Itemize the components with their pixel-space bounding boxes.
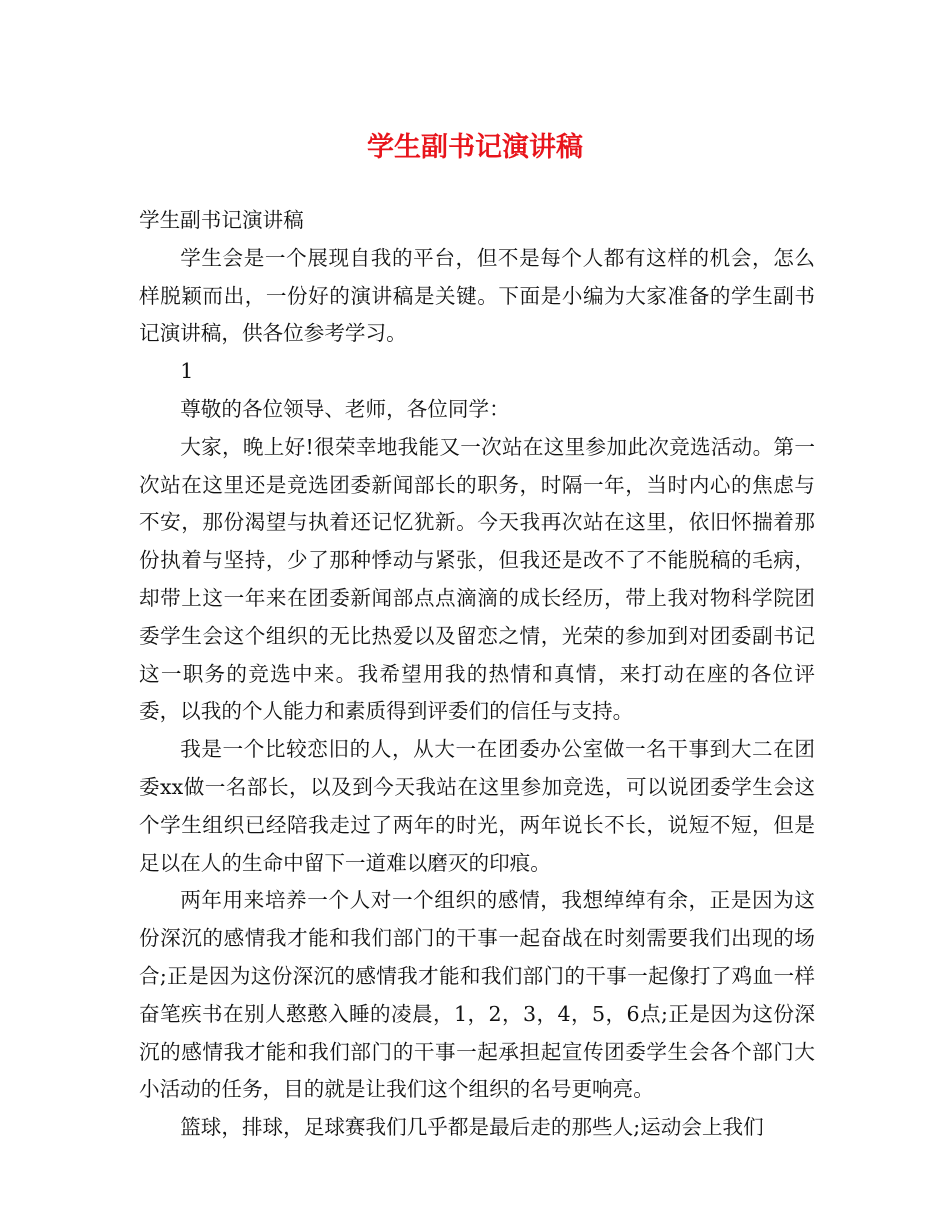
body-paragraph: 大家，晚上好!很荣幸地我能又一次站在这里参加此次竞选活动。第一次站在这里还是竞选团委新闻部长的职务，时隔一年，当时内心的焦虑与不安，那份渴望与执着还记忆犹新。今天我再次站在这里，依旧怀揣着那份执着与坚持，少了那种悸动与紧张，但我还是改不了不能脱稿的毛病，却带上这一年来在团委新闻部点点滴滴的成长经历，带上我对物科学院团委学生会这个组织的无比热爱以及留恋之情，光荣的参加到对团委副书记这一职务的竞选中来。我希望用我的热情和真情，来打动在座的各位评委，以我的个人能力和素质得到评委们的信任与支持。 bbox=[139, 434, 815, 724]
document-title: 学生副书记演讲稿 bbox=[367, 132, 583, 163]
body-paragraph: 两年用来培养一个人对一个组织的感情，我想绰绰有余，正是因为这份深沉的感情我才能和我们部门的干事一起奋战在时刻需要我们出现的场合;正是因为这份深沉的感情我才能和我们部门的干事一起像打了鸡血一样奋笔疾书在别人憨憨入睡的凌晨，1，2，3，4，5，6点;正是因为这份深沉的感情我才能和我们部门的干事一起承担起宣传团委学生会各个部门大小活动的任务，目的就是让我们这个组织的名号更响亮。 bbox=[139, 888, 815, 1102]
document-body bbox=[139, 202, 815, 1147]
body-paragraph: 我是一个比较恋旧的人，从大一在团委办公室做一名干事到大二在团委xx做一名部长，以及到今天我站在这里参加竞选，可以说团委学生会这个学生组织已经陪我走过了两年的时光，两年说长不长，说短不短，但是足以在人的生命中留下一道难以磨灭的印痕。 bbox=[139, 737, 815, 875]
intro-paragraph: 学生会是一个展现自我的平台，但不是每个人都有这样的机会，怎么样脱颖而出，一份好的演讲稿是关键。下面是小编为大家准备的学生副书记演讲稿，供各位参考学习。 bbox=[139, 245, 815, 346]
body-paragraph: 篮球，排球，足球赛我们几乎都是最后走的那些人;运动会上我们 bbox=[180, 1115, 764, 1140]
section-number: 1 bbox=[180, 359, 194, 384]
subtitle-paragraph: 学生副书记演讲稿 bbox=[139, 208, 304, 232]
salutation-paragraph: 尊敬的各位领导、老师，各位同学： bbox=[180, 396, 510, 421]
